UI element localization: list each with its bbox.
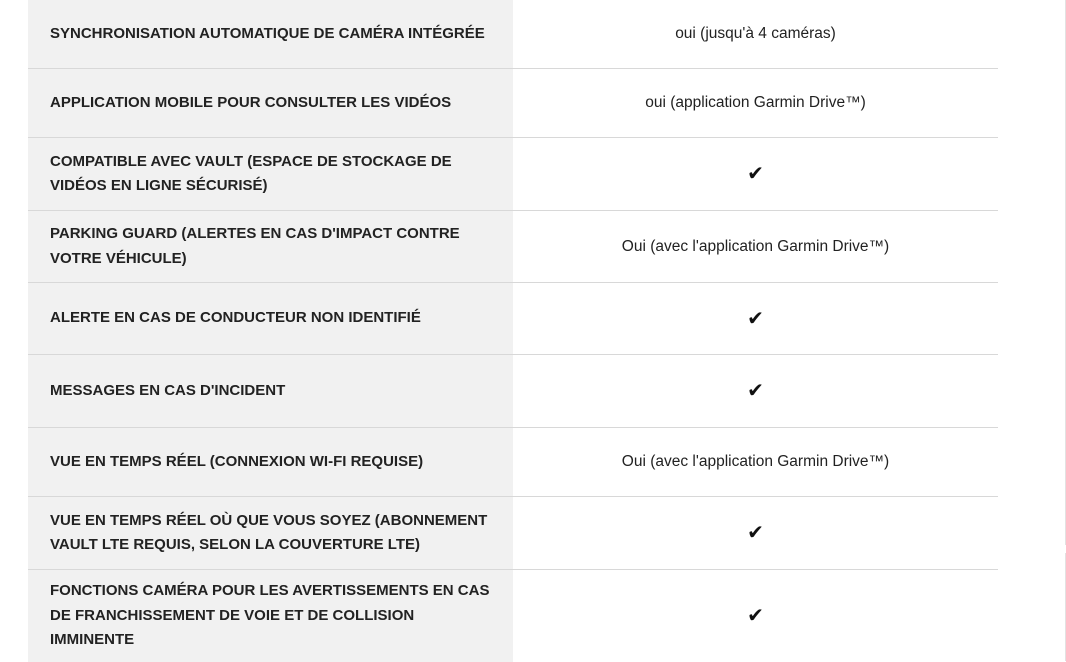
table-row bbox=[28, 355, 998, 428]
table-row bbox=[28, 428, 998, 497]
feature-value: oui (application Garmin Drive™) bbox=[645, 94, 866, 111]
feature-label: FONCTIONS CAMÉRA POUR LES AVERTISSEMENTS EN CAS DE FRANCHISSEMENT DE VOIE ET DE COLLISION IMMINENTE bbox=[28, 570, 513, 662]
feature-label: SYNCHRONISATION AUTOMATIQUE DE CAMÉRA INTÉGRÉE bbox=[28, 0, 513, 68]
feature-value: Oui (avec l'application Garmin Drive™) bbox=[621, 453, 890, 470]
table-row bbox=[28, 283, 998, 355]
feature-value bbox=[513, 283, 998, 354]
table-row bbox=[28, 497, 998, 570]
table-row bbox=[28, 138, 998, 211]
table-row bbox=[28, 211, 998, 283]
checkmark-icon: ✔ bbox=[747, 605, 764, 627]
table-row bbox=[28, 69, 998, 138]
checkmark-icon: ✔ bbox=[747, 307, 764, 330]
feature-label: PARKING GUARD (ALERTES EN CAS D'IMPACT CONTRE VOTRE VÉHICULE) bbox=[28, 211, 513, 282]
feature-value bbox=[513, 355, 998, 427]
feature-label: ALERTE EN CAS DE CONDUCTEUR NON IDENTIFIÉ bbox=[28, 283, 513, 354]
feature-label: COMPATIBLE AVEC VAULT (ESPACE DE STOCKAGE DE VIDÉOS EN LIGNE SÉCURISÉ) bbox=[28, 138, 513, 210]
feature-value bbox=[513, 138, 998, 210]
feature-value bbox=[513, 570, 998, 662]
feature-label: VUE EN TEMPS RÉEL (CONNEXION WI-FI REQUISE) bbox=[28, 428, 513, 496]
feature-value bbox=[513, 497, 998, 569]
feature-value: Oui (avec l'application Garmin Drive™) bbox=[621, 237, 890, 255]
checkmark-icon: ✔ bbox=[747, 522, 764, 544]
feature-label: VUE EN TEMPS RÉEL OÙ QUE VOUS SOYEZ (ABONNEMENT VAULT LTE REQUIS, SELON LA COUVERTURE LTE) bbox=[28, 497, 513, 569]
feature-comparison-table bbox=[28, 0, 998, 662]
checkmark-icon: ✔ bbox=[747, 163, 764, 185]
table-row bbox=[28, 0, 998, 69]
feature-label: MESSAGES EN CAS D'INCIDENT bbox=[28, 355, 513, 427]
feature-value: oui (jusqu'à 4 caméras) bbox=[675, 25, 836, 42]
feature-label: APPLICATION MOBILE POUR CONSULTER LES VIDÉOS bbox=[28, 69, 513, 137]
checkmark-icon: ✔ bbox=[747, 380, 764, 402]
table-row bbox=[28, 570, 998, 662]
